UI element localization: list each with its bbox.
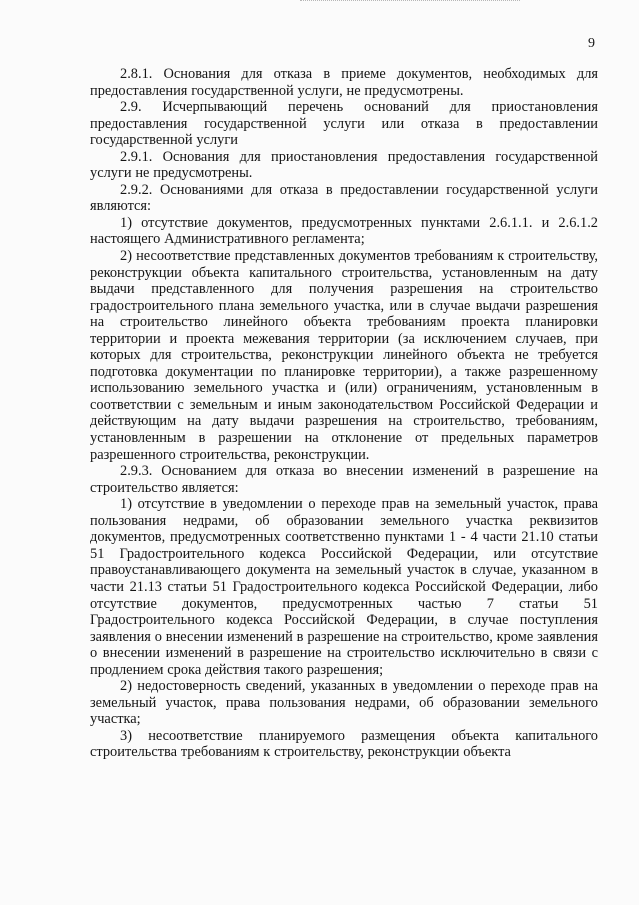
paragraph-2-8-1: 2.8.1. Основания для отказа в приеме документов, необходимых для предоставления государственной услуги, не предусмотрены.: [90, 66, 598, 99]
paragraph-2-9-2: 2.9.2. Основаниями для отказа в предоставлении государственной услуги являются:: [90, 181, 598, 215]
paragraph-2-9-heading: 2.9. Исчерпывающий перечень оснований для приостановления предоставления государственной услуги или отказа в предоставлении государственной услуги: [90, 99, 598, 149]
list-item-2-9-2-2: 2) несоответствие представленных документов требованиям к строительству, реконструкции объекта капитального строительства, установленным на дату выдачи представленного для получения разрешения на строительство градостроительного плана земельного участка, или в случае выдачи разрешения на строительство линейного объекта требованиям проекта планировки территории и проекта межевания территории (за исключением случаев, при которых для строительства, реконструкции линейного объекта не требуется подготовка документации по планировке территории), а также разрешенному использованию земельного участка и (или) ограничениям, установленным в соответствии с земельным и иным законодательством Российской Федерации и действующим на дату выдачи разрешения на строительство, требованиям, установленным в разрешении на отклонение от предельных параметров разрешенного строительства, реконструкции.: [90, 248, 598, 463]
page-number: 9: [588, 36, 595, 51]
list-item-2-9-2-1: 1) отсутствие документов, предусмотренных пунктами 2.6.1.1. и 2.6.1.2 настоящего Административного регламента;: [90, 214, 598, 248]
paragraph-2-9-1: 2.9.1. Основания для приостановления предоставления государственной услуги не предусмотрены.: [90, 148, 598, 182]
list-item-2-9-3-1: 1) отсутствие в уведомлении о переходе прав на земельный участок, права пользования недрами, об образовании земельного участка реквизитов документов, предусмотренных соответственно пунктами 1 - 4 части 21.10 статьи 51 Градостроительного кодекса Российской Федерации, или отсутствие правоустанавливающего документа на земельный участок в случае, указанном в части 21.13 статьи 51 Градостроительного кодекса Российской Федерации, либо отсутствие документов, предусмотренных частью 7 статьи 51 Градостроительного кодекса Российской Федерации, в случае поступления заявления о внесении изменений в разрешение на строительство, кроме заявления о внесении изменений в разрешение на строительство исключительно в связи с продлением срока действия такого разрешения;: [90, 496, 598, 678]
paragraph-2-9-3: 2.9.3. Основанием для отказа во внесении изменений в разрешение на строительство является:: [90, 463, 598, 496]
document-body: [90, 66, 598, 761]
list-item-2-9-3-3: 3) несоответствие планируемого размещения объекта капитального строительства требованиям к строительству, реконструкции объекта: [90, 727, 598, 761]
list-item-2-9-3-2: 2) недостоверность сведений, указанных в уведомлении о переходе прав на земельный участок, права пользования недрами, об образовании земельного участка;: [90, 678, 598, 728]
scan-artifact: [300, 0, 520, 4]
